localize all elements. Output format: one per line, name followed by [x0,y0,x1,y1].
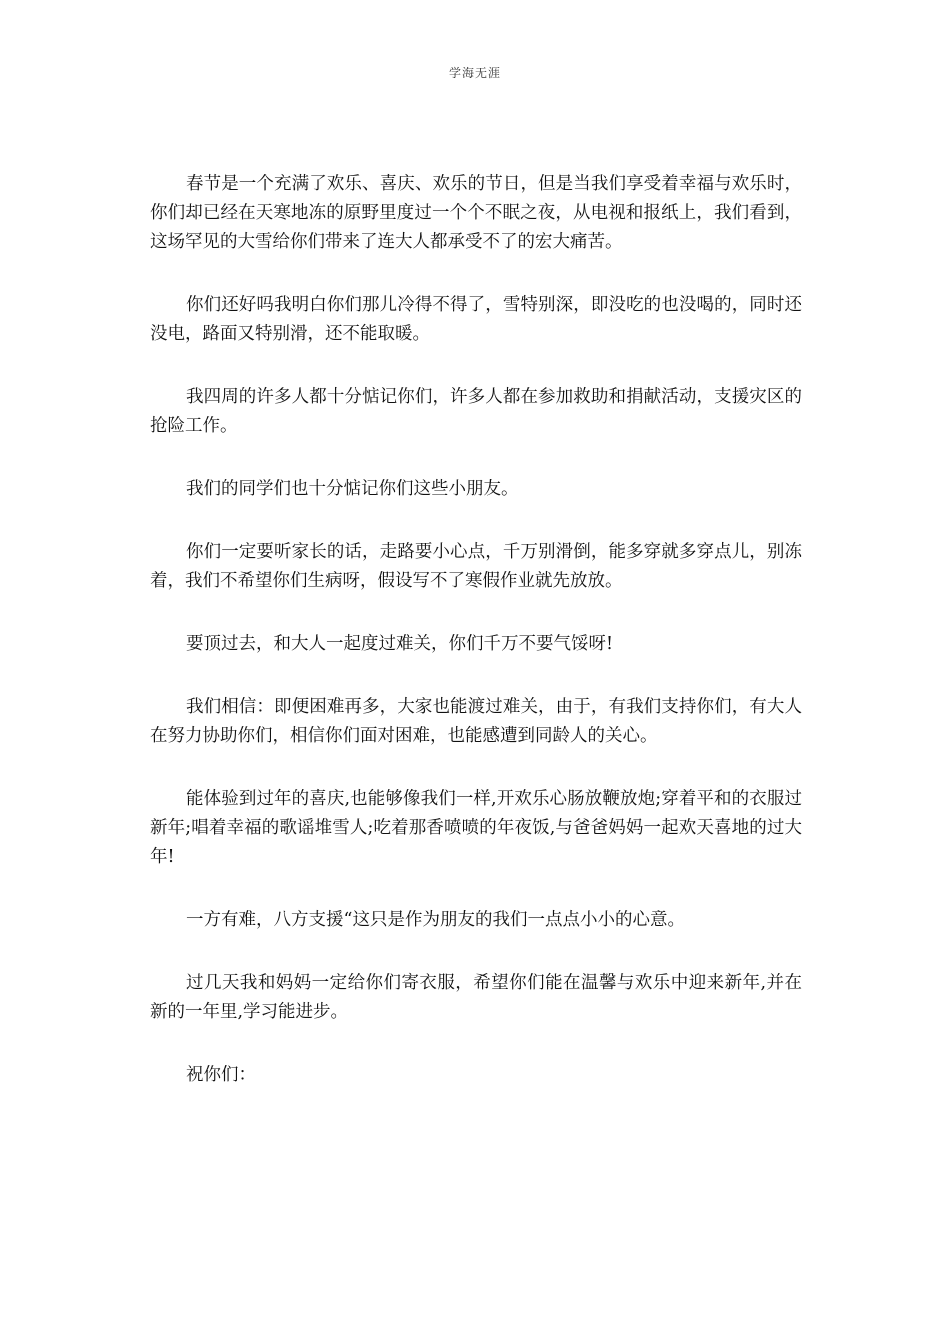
document-body [150,170,802,1090]
paragraph-6: 要顶过去，和大人一起度过难关，你们千万不要气馁呀! [186,634,614,654]
paragraph-4: 我们的同学们也十分惦记你们这些小朋友。 [186,479,519,499]
paragraph-9: 一方有难，八方支援“这只是作为朋友的我们一点点小小的心意。 [186,910,685,930]
page-header: 学海无涯 [448,66,501,80]
paragraph-8: 能体验到过年的喜庆,也能够像我们一样,开欢乐心肠放鞭放炮;穿着平和的衣服过新年;唱着幸福的歌谣堆雪人;吃着那香喷喷的年夜饭,与爸爸妈妈一起欢天喜地的过大年! [150,789,802,867]
paragraph-2: 你们还好吗我明白你们那儿冷得不得了，雪特别深，即没吃的也没喝的，同时还没电，路面又特别滑，还不能取暖。 [150,295,802,344]
paragraph-11: 祝你们： [186,1065,256,1085]
paragraph-1: 春节是一个充满了欢乐、喜庆、欢乐的节日，但是当我们享受着幸福与欢乐时，你们却已经在天寒地冻的原野里度过一个个不眠之夜，从电视和报纸上，我们看到，这场罕见的大雪给你们带来了连大人都承受不了的宏大痛苦。 [150,174,802,252]
paragraph-7: 我们相信：即便困难再多，大家也能渡过难关，由于，有我们支持你们，有大人在努力协助你们，相信你们面对困难，也能感遭到同龄人的关心。 [150,697,802,746]
paragraph-10: 过几天我和妈妈一定给你们寄衣服，希望你们能在温馨与欢乐中迎来新年,并在新的一年里,学习能进步。 [150,973,802,1022]
paragraph-5: 你们一定要听家长的话，走路要小心点，千万别滑倒，能多穿就多穿点儿，别冻着，我们不希望你们生病呀，假设写不了寒假作业就先放放。 [150,542,802,591]
paragraph-3: 我四周的许多人都十分惦记你们，许多人都在参加救助和捐献活动，支援灾区的抢险工作。 [150,387,802,436]
